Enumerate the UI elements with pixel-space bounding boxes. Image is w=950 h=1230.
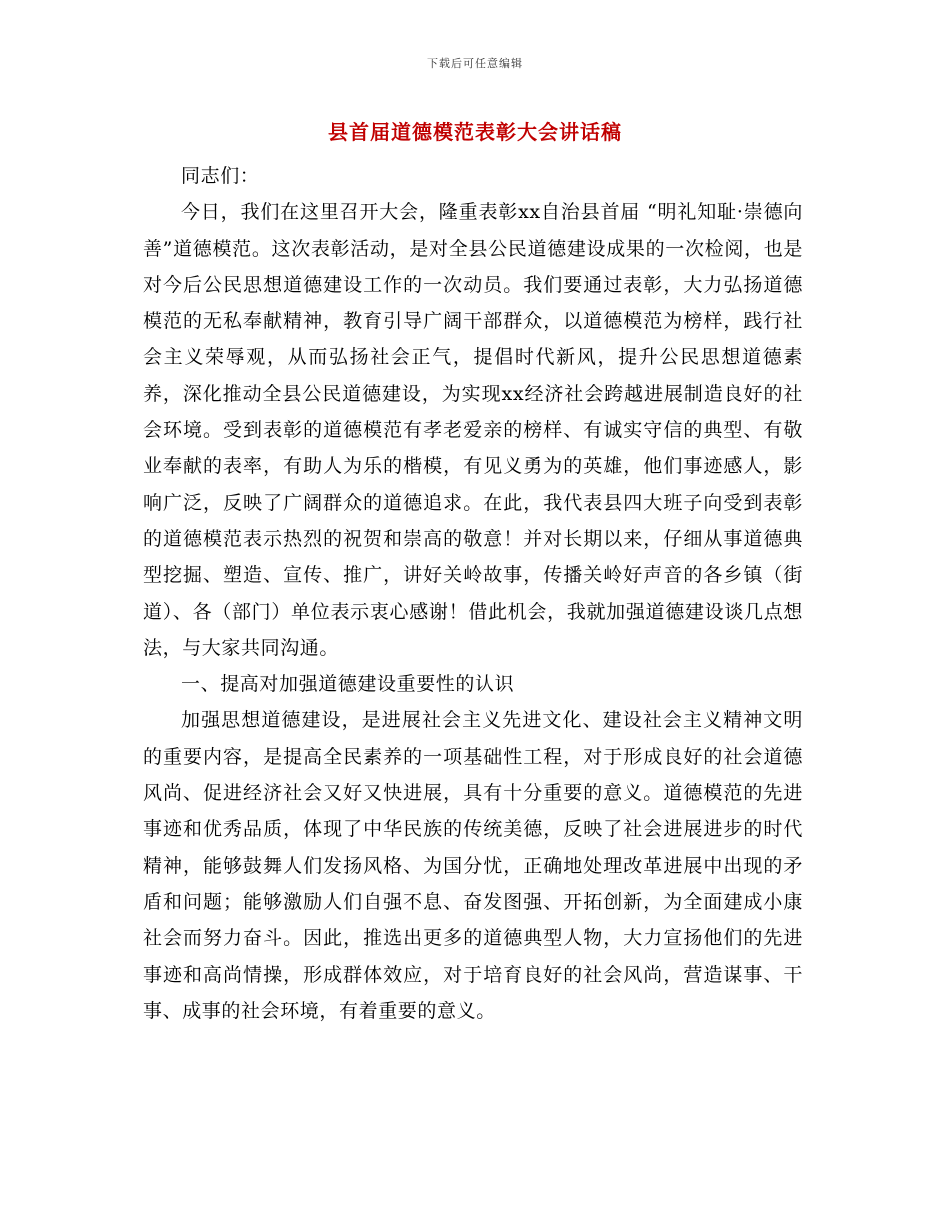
page-header-note: 下载后可任意编辑	[427, 57, 523, 70]
salutation-paragraph: 同志们：	[181, 165, 260, 187]
body-paragraph: 今日，我们在这里召开大会，隆重表彰xx自治县首届 “明礼知耻·崇德向善”道德模范。这次表彰活动，是对全县公民道德建设成果的一次检阅，也是对今后公民思想道德建设工作的一次动员。我们要通过表彰，大力弘扬道德模范的无私奉献精神，教育引导广阔干部群众，以道德模范为榜样，践行社会主义荣辱观，从而弘扬社会正气，提倡时代新风，提升公民思想道德素养，深化推动全县公民道德建设，为实现xx经济社会跨越进展制造良好的社会环境。受到表彰的道德模范有孝老爱亲的榜样、有诚实守信的典型、有敬业奉献的表率，有助人为乐的楷模，有见义勇为的英雄，他们事迹感人，影响广泛，反映了广阔群众的道德追求。在此，我代表县四大班子向受到表彰的道德模范表示热烈的祝贺和崇高的敬意！并对长期以来，仔细从事道德典型挖掘、塑造、宣传、推广，讲好关岭故事，传播关岭好声音的各乡镇（街道）、各（部门）单位表示衷心感谢！借此机会，我就加强道德建设谈几点想法，与大家共同沟通。	[143, 201, 803, 659]
section-heading: 一、提高对加强道德建设重要性的认识	[181, 673, 515, 696]
body-paragraph: 加强思想道德建设，是进展社会主义先进文化、建设社会主义精神文明的重要内容，是提高全民素养的一项基础性工程，对于形成良好的社会道德风尚、促进经济社会又好又快进展，具有十分重要的意义。道德模范的先进事迹和优秀品质，体现了中华民族的传统美德，反映了社会进展进步的时代精神，能够鼓舞人们发扬风格、为国分忧，正确地处理改革进展中出现的矛盾和问题；能够激励人们自强不息、奋发图强、开拓创新，为全面建成小康社会而努力奋斗。因此，推选出更多的道德典型人物，大力宣扬他们的先进事迹和高尚情操，形成群体效应，对于培育良好的社会风尚，营造谋事、干事、成事的社会环境，有着重要的意义。	[143, 709, 803, 1022]
document-body	[143, 158, 803, 1029]
document-title: 县首届道德模范表彰大会讲话稿	[328, 120, 622, 144]
